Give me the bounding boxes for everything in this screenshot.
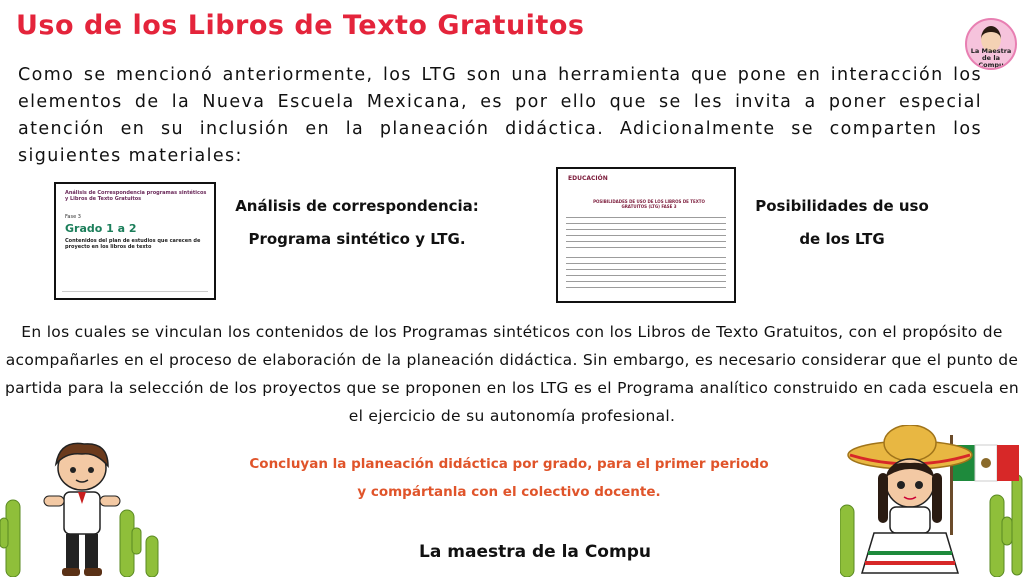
thumbnail-subtitle: Contenidos del plan de estudios que carecen de proyecto en los libros de texto xyxy=(65,238,201,250)
text-line xyxy=(566,223,726,224)
callout-line: Concluyan la planeación didáctica por grado, para el primer periodo xyxy=(249,456,769,472)
text-line xyxy=(566,257,726,258)
text-line xyxy=(566,263,726,264)
correspondence-document-thumbnail[interactable] xyxy=(54,182,216,300)
text-line xyxy=(566,269,726,270)
text-line xyxy=(566,281,726,282)
caption-line: Posibilidades de uso xyxy=(755,197,929,215)
text-line xyxy=(566,287,726,288)
callout-line: y compártanla con el colectivo docente. xyxy=(357,484,661,500)
thumbnail-grade: Grado 1 a 2 xyxy=(65,222,137,235)
thumbnail-title: Análisis de Correspondencia programas sintéticos y Libros de Texto Gratuitos xyxy=(65,190,207,202)
correspondence-caption xyxy=(222,190,492,256)
thumbnail-phase: Fase 3 xyxy=(65,214,81,220)
boy-illustration xyxy=(0,440,165,577)
text-line xyxy=(566,247,726,248)
text-line xyxy=(566,229,726,230)
text-line xyxy=(566,241,726,242)
page-title: Uso de los Libros de Texto Gratuitos xyxy=(16,10,585,41)
thumbnail-title: POSIBILIDADES DE USO DE LOS LIBROS DE TEXTO GRATUITOS (LTG) FASE 3 xyxy=(593,199,705,209)
text-line xyxy=(566,275,726,276)
intro-paragraph: Como se mencionó anteriormente, los LTG son una herramienta que pone en interacción los elementos de la Nueva Escuela Mexicana, es por ello que se les invita a poner especial atención en su inclusión en la planeación didáctica. Adicionalmente se comparten los siguientes materiales: xyxy=(18,65,982,166)
caption-line: de los LTG xyxy=(799,230,885,248)
body-paragraph: En los cuales se vinculan los contenidos de los Programas sintéticos con los Libros de Texto Gratuitos, con el propósito de acompañarles en el proceso de elaboración de la planeación didáctica. Sin embargo, es necesario considerar que el punto de partida para la selección de los proyectos que se proponen en los LTG es el Programa analítico construido en cada escuela en el ejercicio de su autonomía profesional. xyxy=(5,323,1019,425)
signature: La maestra de la Compu xyxy=(419,542,651,562)
uses-caption xyxy=(742,190,942,256)
text-line xyxy=(566,235,726,236)
uses-document-thumbnail[interactable] xyxy=(556,167,736,303)
callout-text xyxy=(196,450,822,506)
caption-line: Programa sintético y LTG. xyxy=(248,230,466,248)
thumbnail-header: EDUCACIÓN xyxy=(568,175,608,182)
logo-text: La Maestra de la Compu xyxy=(970,47,1012,69)
thumbnail-footer-line xyxy=(62,291,208,292)
caption-line: Análisis de correspondencia: xyxy=(235,197,479,215)
girl-with-flag-illustration xyxy=(840,425,1024,577)
text-line xyxy=(566,217,726,218)
